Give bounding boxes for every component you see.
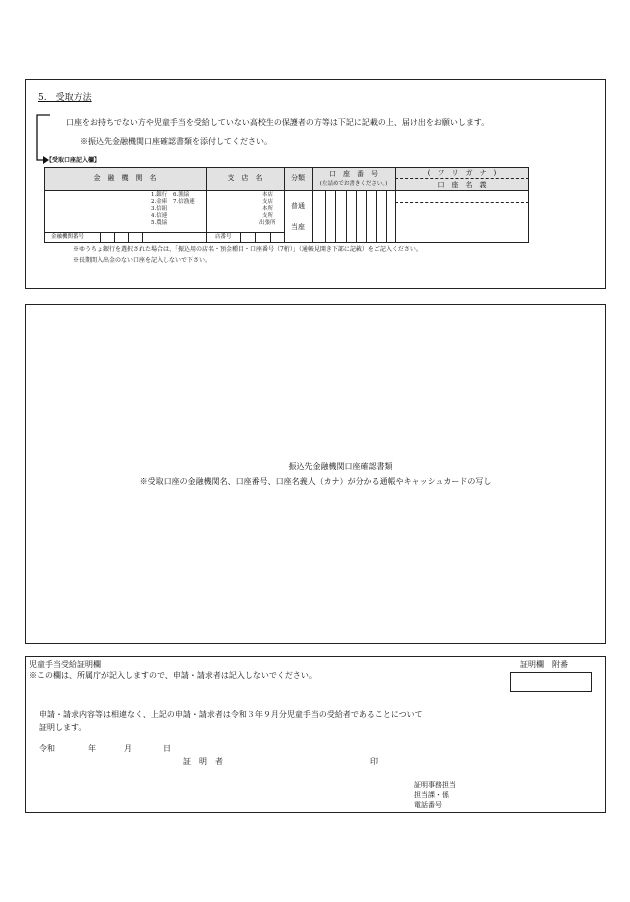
section-title: 5. 受取方法 (38, 93, 92, 103)
attach-note: ※振込先金融機関口座確認書類を添付してください。 (80, 137, 272, 146)
instruction-text: 口座をお持ちでない方や児童手当を受給していない高校生の保護者の方等は下記に記載の上、届け出をお願いします。 (66, 118, 490, 127)
date-month: 月 (124, 744, 132, 753)
certificate-note: ※この欄は、所属庁が記入しますので、申請・請求者は記入しないでください。 (29, 671, 317, 680)
date-era: 令和 (39, 744, 55, 753)
account-table (44, 167, 529, 243)
branch-type-3: 本所 (262, 206, 274, 212)
branch-type-1: 本店 (262, 192, 274, 198)
bank-type-1: 1.銀行 (151, 192, 168, 198)
attachment-description: ※受取口座の金融機関名、口座番号、口座名義人（カナ）が分かる通帳やキャッシュカードの写し (139, 477, 492, 486)
col-account-sub: (左詰めでお書きください。) (319, 181, 388, 187)
attachment-area (25, 304, 606, 644)
dormant-account-note: ※長期間入出金のない口座を記入しないで下さい。 (73, 257, 212, 264)
branch-type-2: 支店 (262, 199, 274, 205)
branch-code-label: 店番号 (215, 234, 232, 240)
officer-label: 証明事務担当 (414, 781, 456, 789)
bank-code-label: 金融機関番号 (51, 234, 85, 240)
account-type-ordinary: 普通 (291, 202, 305, 210)
phone-label: 電話番号 (414, 801, 442, 809)
col-kana: ( フ リ ガ ナ ) (427, 169, 497, 177)
col-type: 分類 (291, 174, 305, 182)
certificate-body-line2: 証明します。 (39, 723, 87, 732)
col-branch-name: 支 店 名 (227, 174, 263, 182)
bank-type-2: 2.金庫 (151, 199, 168, 205)
japan-post-note: ※ゆうちょ銀行を選択された場合は、「振込用の店名・預金種目・口座番号（7桁）」（通帳見開き下部に記載）をご記入ください。 (73, 246, 422, 253)
bank-type-6: 6.漁協 (173, 192, 190, 198)
certifier-label: 証 明 者 (183, 757, 223, 766)
account-type-current: 当座 (291, 223, 305, 231)
branch-type-5: 出張所 (259, 220, 276, 226)
dept-label: 担当課・係 (414, 791, 449, 799)
branch-type-4: 支所 (262, 213, 274, 219)
certificate-title: 児童手当受給証明欄 (29, 660, 101, 669)
date-year: 年 (88, 744, 96, 753)
bank-type-3: 3.信組 (151, 206, 168, 212)
col-bank-name: 金 融 機 関 名 (93, 174, 157, 182)
attach-number-box (510, 672, 592, 692)
seal-label: 印 (370, 757, 378, 766)
col-holder: 口 座 名 義 (437, 181, 487, 189)
attach-number-label: 証明欄 附番 (520, 660, 568, 669)
form-label: 【受取口座記入欄】 (46, 157, 101, 164)
bank-type-4: 4.信連 (151, 213, 168, 219)
col-account-number: 口 座 番 号 (329, 170, 378, 178)
bank-type-5: 5.農協 (151, 220, 168, 226)
bank-type-7: 7.信漁連 (173, 199, 195, 205)
date-day: 日 (163, 744, 171, 753)
attachment-title: 振込先金融機関口座確認書類 (288, 462, 393, 471)
certificate-body-line1: 申請・請求内容等は相違なく、上記の申請・請求者は令和３年９月分児童手当の受給者であることについて (39, 710, 423, 719)
